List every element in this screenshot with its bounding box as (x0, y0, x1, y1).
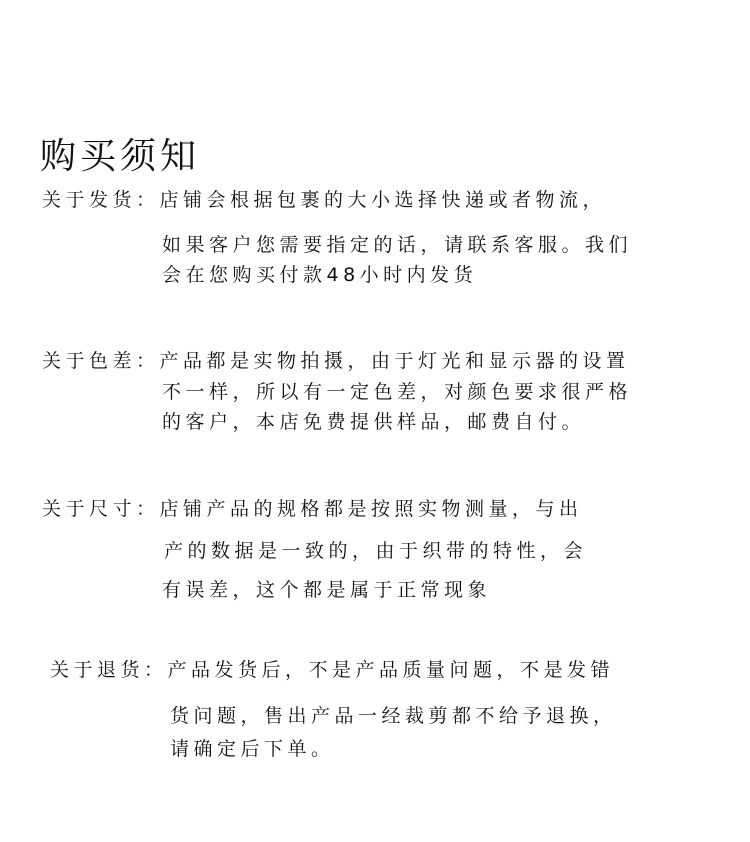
section-return-label: 关于退货： (50, 659, 168, 681)
section-size-text-1: 店铺产品的规格都是按照实物测量，与出 (159, 498, 583, 520)
section-size-line-1 (42, 497, 583, 521)
section-color-line-1 (42, 349, 630, 373)
section-shipping-text-3: 会在您购买付款48小时内发货 (162, 264, 478, 286)
section-color-text-1: 产品都是实物拍摄，由于灯光和显示器的设置 (159, 350, 630, 372)
section-return-text-2: 货问题，售出产品一经裁剪都不给予退换， (170, 705, 617, 727)
section-color-label: 关于色差： (42, 350, 160, 372)
section-shipping-line-1 (42, 188, 606, 212)
page-title: 购买须知 (40, 136, 201, 178)
section-size-text-3: 有误差，这个都是属于正常现象 (162, 579, 492, 601)
section-return-text-3: 请确定后下单。 (170, 738, 335, 760)
section-color-text-2: 不一样，所以有一定色差，对颜色要求很严格 (162, 381, 633, 403)
section-return-text-1: 产品发货后，不是产品质量问题，不是发错 (167, 659, 615, 681)
section-shipping-text-1: 店铺会根据包裹的大小选择快递或者物流， (159, 189, 607, 211)
section-size-label: 关于尺寸： (42, 498, 160, 520)
section-shipping-text-2: 如果客户您需要指定的话，请联系客服。我们 (162, 234, 633, 256)
section-return-line-1 (50, 658, 614, 682)
section-shipping-label: 关于发货： (42, 189, 160, 211)
section-size-text-2: 产的数据是一致的，由于织带的特性，会 (164, 540, 588, 562)
section-color-text-3: 的客户，本店免费提供样品，邮费自付。 (162, 411, 586, 433)
